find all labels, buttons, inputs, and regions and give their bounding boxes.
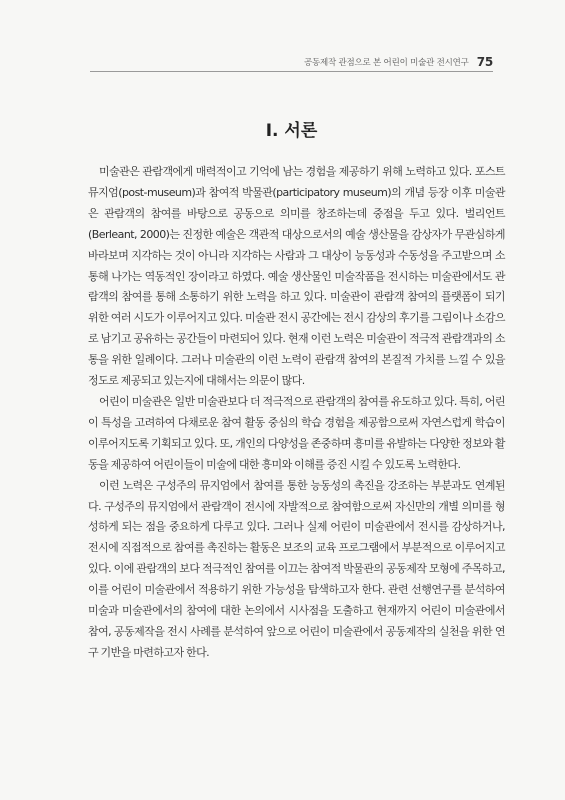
running-title: 공동제작 관점으로 본 어린이 미술관 전시연구 bbox=[303, 58, 469, 68]
header-rule bbox=[90, 71, 493, 72]
section-title: Ⅰ. 서론 bbox=[265, 121, 318, 141]
body-text bbox=[88, 162, 505, 664]
running-header bbox=[90, 50, 493, 68]
paragraph-1: 미술관은 관람객에게 매력적이고 기억에 남는 경험을 제공하기 위해 노력하고 있다. 포스트뮤지엄(post-museum)과 참여적 박물관(participatory museum)의 개념 등장 이후 미술관은 관람객의 참여를 바탕으로 공동으로 의미를 창조하는데 중점을 두고 있다. 벌리언트(Berleant, 2000)는 진정한 예술은 객관적 대상으로서의 예술 생산물을 감상자가 무관심하게 바라보며 지각하는 것이 아니라 지각하는 사람과 그 대상이 능동성과 수동성을 주고받으며 소통해 나가는 역동적인 장이라고 하였다. 예술 생산물인 미술작품을 전시하는 미술관에서도 관람객의 참여를 통해 소통하기 위한 노력을 하고 있다. 미술관이 관람객 참여의 플랫폼이 되기 위한 여러 시도가 이루어지고 있다. 미술관 전시 공간에는 전시 감상의 후기를 그림이나 소감으로 남기고 공유하는 공간들이 마련되어 있다. 현재 이런 노력은 미술관이 적극적 관람객과의 소통을 위한 일례이다. 그러나 미술관의 이런 노력이 관람객 참여의 본질적 가치를 느낄 수 있을 정도로 제공되고 있는지에 대해서는 의문이 많다. bbox=[88, 165, 505, 388]
page-number: 75 bbox=[476, 55, 493, 69]
paragraph-3: 이런 노력은 구성주의 뮤지엄에서 참여를 통한 능동성의 촉진을 강조하는 부분과도 연계된다. 구성주의 뮤지엄에서 관람객이 전시에 자발적으로 참여함으로써 자신만의 개별 의미를 형성하게 되는 점을 중요하게 다루고 있다. 그러나 실제 어린이 미술관에서 전시를 감상하거나, 전시에 직접적으로 참여를 촉진하는 활동은 보조의 교육 프로그램에서 부분적으로 이루어지고 있다. 이에 관람객의 보다 적극적인 참여를 이끄는 참여적 박물관의 공동제작 모형에 주목하고, 이를 어린이 미술관에서 적용하기 위한 가능성을 탐색하고자 한다. 관련 선행연구를 분석하여 미술과 미술관에서의 참여에 대한 논의에서 시사점을 도출하고 현재까지 어린이 미술관에서 참여, 공동제작을 전시 사례를 분석하여 앞으로 어린이 미술관에서 공동제작의 실천을 위한 연구 기반을 마련하고자 한다. bbox=[88, 478, 505, 659]
paragraph-2: 어린이 미술관은 일반 미술관보다 더 적극적으로 관람객의 참여를 유도하고 있다. 특히, 어린이 특성을 고려하여 다채로운 참여 활동 중심의 학습 경험을 제공함으로써 자연스럽게 학습이 이루어지도록 기획되고 있다. 또, 개인의 다양성을 존중하며 흥미를 유발하는 다양한 정보와 활동을 제공하여 어린이들이 미술에 대한 흥미와 이해를 증진 시킬 수 있도록 노력한다. bbox=[88, 394, 505, 471]
